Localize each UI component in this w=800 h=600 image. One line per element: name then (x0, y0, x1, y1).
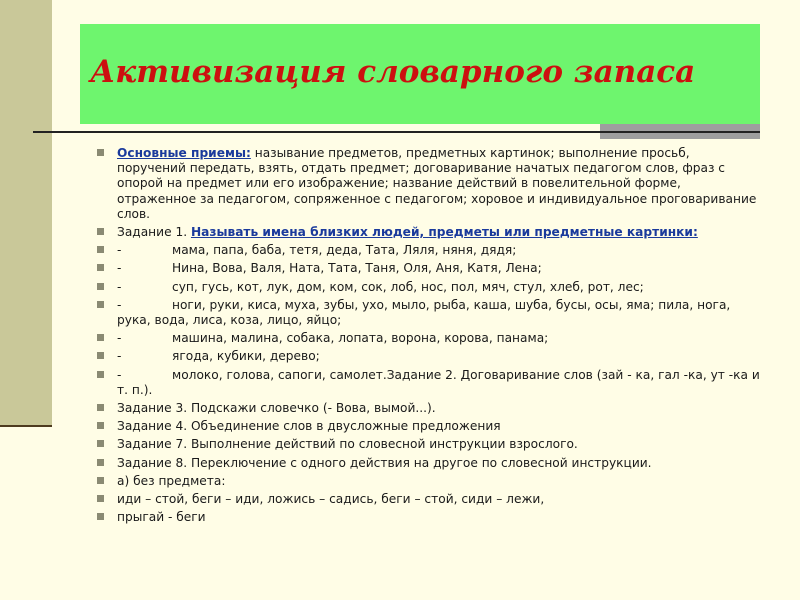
highlight-text: Называть имена близких людей, предметы или предметные картинки: (190, 225, 698, 240)
bullet-icon (97, 264, 104, 271)
item-dash: - (117, 243, 122, 258)
list-item (97, 349, 762, 364)
bullet-list (97, 146, 762, 528)
bullet-icon (97, 422, 104, 429)
item-text: Задание 8. Переключение с одного действия на другое по словесной инструкции. (117, 455, 652, 470)
title-box (80, 24, 760, 124)
highlight-text: Основные приемы: (117, 146, 251, 160)
bullet-icon (97, 477, 104, 484)
list-item (97, 368, 762, 398)
item-text: мама, папа, баба, тетя, деда, Тата, Ляля, няня, дядя; (172, 243, 517, 258)
item-text: Задание 7. Выполнение действий по словесной инструкции взрослого. (117, 437, 578, 452)
item-text: прыгай - беги (117, 510, 206, 525)
title-divider (33, 131, 760, 133)
bullet-icon (97, 440, 104, 447)
item-dash: - (117, 297, 122, 312)
bullet-icon (97, 283, 104, 290)
bullet-icon (97, 459, 104, 466)
list-item (97, 298, 762, 328)
bullet-icon (97, 352, 104, 359)
bullet-icon (97, 149, 104, 156)
item-prefix: Задание 1. (117, 225, 191, 240)
list-item (97, 419, 762, 434)
list-item (97, 243, 762, 258)
item-dash: - (117, 349, 122, 364)
list-item (97, 146, 762, 222)
item-dash: - (117, 261, 122, 276)
list-item (97, 492, 762, 507)
bullet-icon (97, 404, 104, 411)
list-item (97, 280, 762, 295)
item-text: молоко, голова, сапоги, самолет.Задание 2. Договаривание слов (зай - ка, гал -ка, ут -ка и т. п.). (117, 367, 760, 397)
bullet-icon (97, 228, 104, 235)
list-item (97, 261, 762, 276)
bullet-icon (97, 246, 104, 253)
bullet-icon (97, 371, 104, 378)
left-decor-line (0, 425, 52, 427)
item-text: Задание 3. Подскажи словечко (- Вова, вымой...). (117, 401, 436, 416)
item-text: суп, гусь, кот, лук, дом, ком, сок, лоб, нос, пол, мяч, стул, хлеб, рот, лес; (172, 279, 644, 294)
list-item (97, 401, 762, 416)
item-text: ягода, кубики, дерево; (172, 349, 320, 364)
list-item (97, 456, 762, 471)
item-dash: - (117, 367, 122, 382)
list-item (97, 437, 762, 452)
slide-title: Активизация словарного запаса (90, 54, 696, 90)
bullet-icon (97, 495, 104, 502)
bullet-icon (97, 301, 104, 308)
list-item (97, 474, 762, 489)
item-dash: - (117, 331, 122, 346)
item-dash: - (117, 279, 122, 294)
list-item (97, 225, 762, 240)
left-decor-band (0, 0, 52, 425)
list-item (97, 510, 762, 525)
item-text: иди – стой, беги – иди, ложись – садись, беги – стой, сиди – лежи, (117, 492, 545, 507)
item-text: называние предметов, предметных картинок; выполнение просьб, поручений передать, взять, отдать предмет; договаривание начатых педагогом слов, фраз с опорой на предмет или его изображение; название действий в повелительной форме, отраженное за педагогом, сопряженное с педагогом; хоровое и индивидуальное проговаривание слов. (117, 146, 757, 221)
bullet-icon (97, 334, 104, 341)
list-item (97, 331, 762, 346)
item-text: ноги, руки, киса, муха, зубы, ухо, мыло, рыба, каша, шуба, бусы, осы, яма; пила, нога, рука, вода, лиса, коза, лицо, яйцо; (117, 297, 731, 328)
bullet-icon (97, 513, 104, 520)
item-text: машина, малина, собака, лопата, ворона, корова, панама; (172, 331, 549, 346)
item-text: а) без предмета: (117, 473, 226, 488)
item-text: Нина, Вова, Валя, Ната, Тата, Таня, Оля, Аня, Катя, Лена; (172, 261, 542, 276)
item-text: Задание 4. Объединение слов в двусложные предложения (117, 419, 501, 434)
